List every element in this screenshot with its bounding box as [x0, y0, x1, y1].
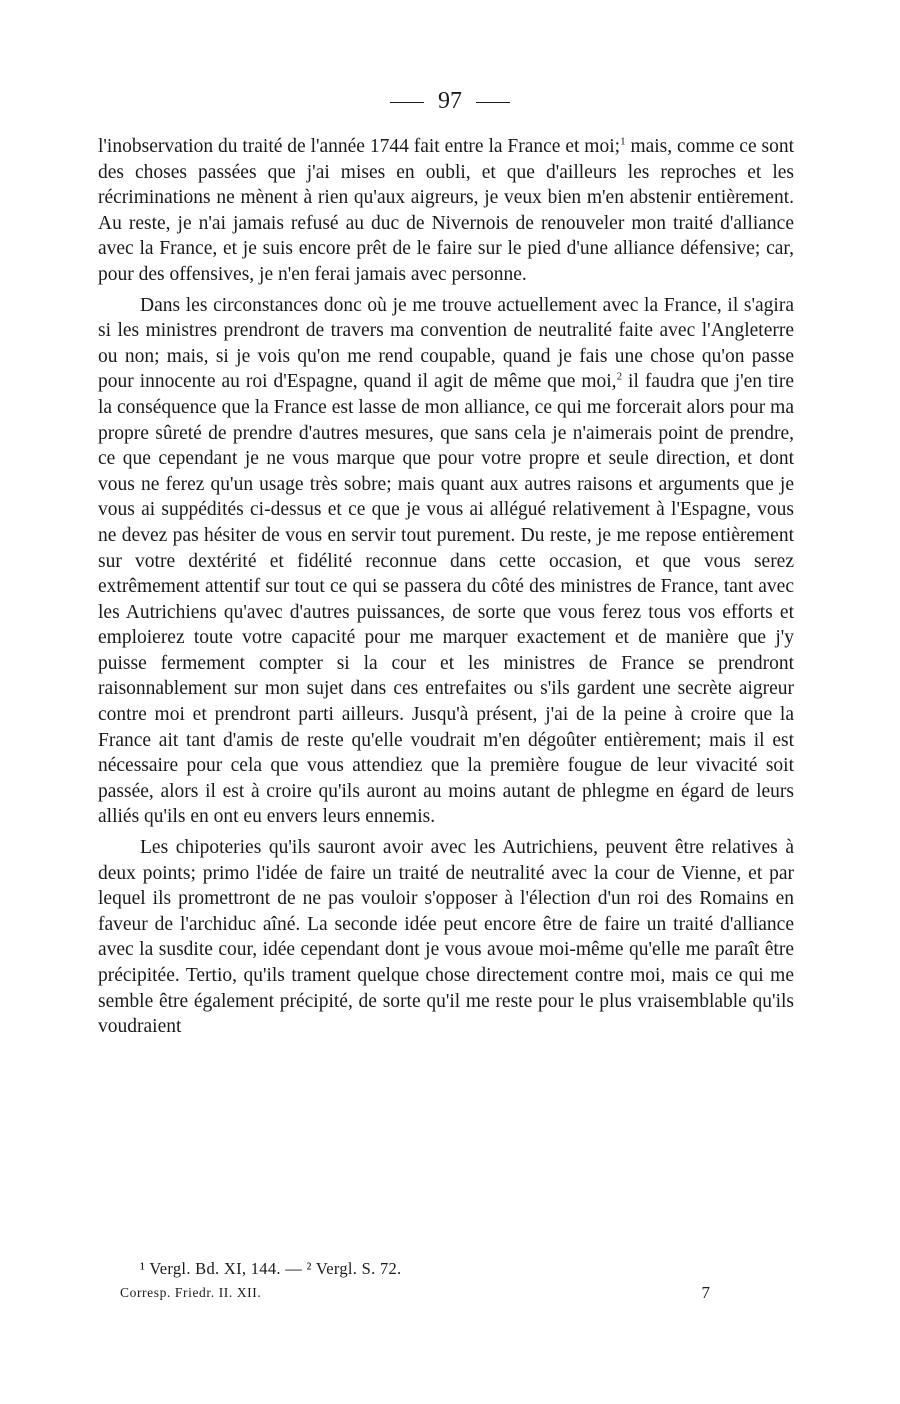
paragraph: [98, 835, 794, 1040]
header-rule-right: [476, 102, 510, 103]
source-line: Corresp. Friedr. II. XII.: [120, 1285, 262, 1300]
signature-mark: 7: [701, 1283, 710, 1302]
paragraph-text: Dans les circonstances donc où je me trouve actuellement avec la France, il s'agira si les ministres prendront de travers ma convention de neutralité faite avec l'Angleterre ou non; mais, si je vois qu'on me rend coupable, quand je fais une chose qu'on passe pour innocente au roi d'Espagne, quand il agit de même que moi,: [98, 294, 794, 393]
footnotes: [140, 1258, 401, 1280]
paragraph-text: l'inobservation du traité de l'année 1744 fait entre la France et moi;: [98, 136, 621, 157]
footnote-text: ¹ Vergl. Bd. XI, 144. — ² Vergl. S. 72.: [140, 1259, 402, 1278]
paragraph-text: il faudra que j'en tire la conséquence que la France est lasse de mon alliance, ce qui me forcerait alors pour ma propre sûreté de prendre d'autres mesures, que sans cela je n'aimerais point de prendre, ce que cependant je ne vous marque que pour votre propre et seule direction, et dont vous ne ferez qu'un usage très sobre; mais quant aux autres raisons et arguments que je vous ai suppédités ci-dessus et ce que je vous ai allégué relativement à l'Espagne, vous ne devez pas hésiter de vous en servir tout purement. Du reste, je me repose entièrement sur votre dextérité et fidélité reconnue dans cette occasion, et que vous serez extrêmement attentif sur tout ce qui se passera du côté des ministres de France, tant avec les Autrichiens qu'avec d'autres puissances, de sorte que vous ferez tous vos efforts et emploierez toute votre capacité pour me marquer exactement et de manière que j'y puisse fermement compter si la cour et les ministres de France se prendront raisonnablement sur mon sujet dans ces entrefaites ou s'ils gardent une secrète aigreur contre moi et prendront parti ailleurs. Jusqu'à présent, j'ai de la peine à croire que la France ait tant d'amis de reste qu'elle voudrait m'en dégoûter entièrement; mais il est nécessaire pour cela que vous attendiez que la première fougue de leur vivacité soit passée, alors il est à croire qu'ils auront au moins autant de phlegme en égard de leurs alliés qu'ils en ont eu envers leurs ennemis.: [98, 371, 794, 828]
paragraph-text: Les chipoteries qu'ils sauront avoir avec les Autrichiens, peuvent être relatives à deux points; primo l'idée de faire un traité de neutralité avec la cour de Vienne, et par lequel ils promettront de ne pas vouloir s'opposer à l'élection d'un roi des Romains en faveur de l'archiduc aîné. La seconde idée peut encore être de faire un traité d'alliance avec la susdite cour, idée cependant dont je vous avoue moi-même qu'elle me paraît être précipitée. Tertio, qu'ils trament quelque chose directement contre moi, mais ce qui me semble être également précipité, de sorte qu'il me reste pour le plus vraisemblable qu'ils voudraient: [98, 837, 794, 1038]
footnote-marker: 1: [620, 135, 626, 148]
page-footer: [120, 1282, 710, 1304]
page-number: 97: [438, 88, 462, 114]
paragraph: [98, 134, 794, 288]
paragraph-text: mais, comme ce sont des choses passées que j'ai mises en oubli, et que d'ailleurs les reproches et les récriminations ne mènent à rien qu'aux aigreurs, je veux bien m'en abstenir entièrement. Au reste, je n'ai jamais refusé au duc de Nivernois de renouveler mon traité d'alliance avec la France, et je suis encore prêt de le faire sur le pied d'une alliance défensive; car, pour des offensives, je n'en ferai jamais avec personne.: [98, 136, 795, 285]
footnote-marker: 2: [616, 370, 623, 383]
header-rule-left: [390, 102, 424, 103]
paragraph: [98, 293, 794, 830]
page-header: [0, 86, 900, 116]
body-text: [98, 134, 794, 1040]
